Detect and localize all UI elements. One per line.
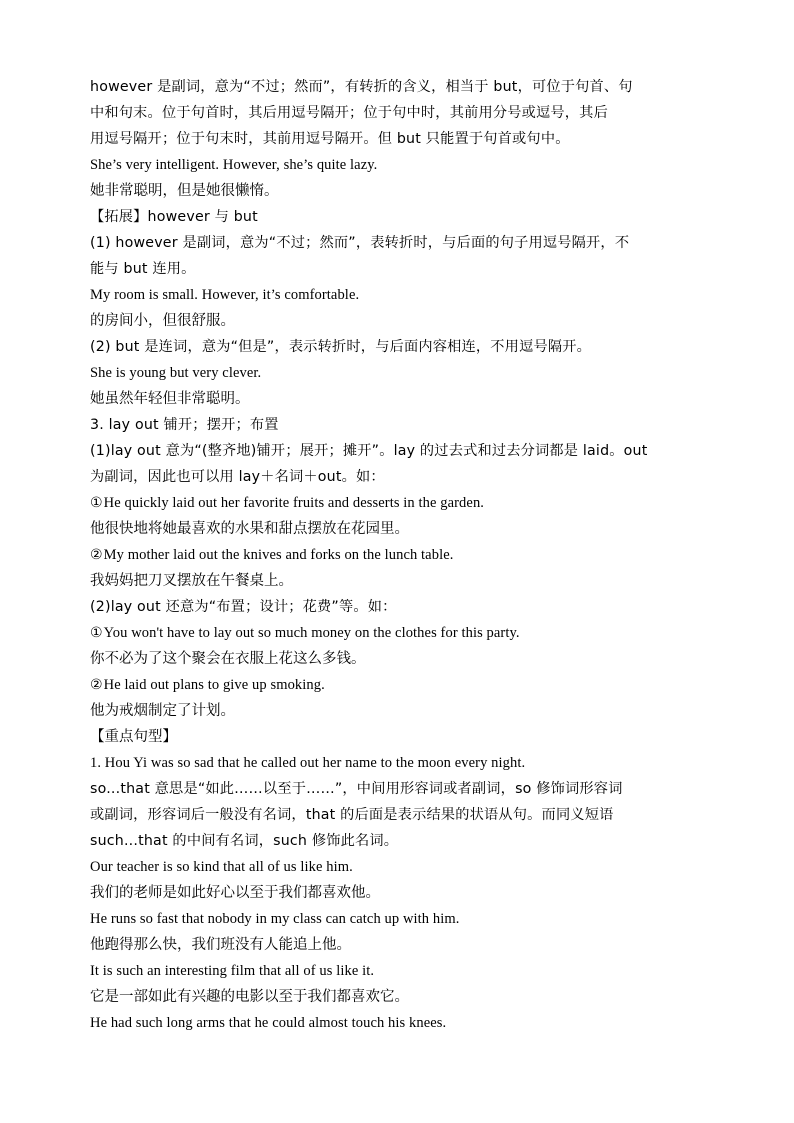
text-line [90, 74, 704, 100]
line-text: 【重点句型】 [90, 729, 177, 745]
text-line [90, 516, 704, 542]
text-line [90, 412, 704, 438]
line-text: (1)lay out 意为“(整齐地)铺开；展开；摊开”。lay 的过去式和过去分词都是 laid。out [90, 443, 648, 459]
line-text: 1. Hou Yi was so sad that he called out her name to the moon every night. [90, 755, 526, 771]
line-text: She’s very intelligent. However, she’s quite lazy. [90, 157, 378, 173]
line-text: 他为戒烟制定了计划。 [90, 703, 235, 719]
text-line [90, 672, 704, 698]
line-text: however 是副词，意为“不过；然而”，有转折的含义，相当于 but，可位于句首、句 [90, 79, 633, 95]
text-line [90, 360, 704, 386]
line-text: It is such an interesting film that all of us like it. [90, 963, 375, 979]
text-line [90, 932, 704, 958]
line-text: She is young but very clever. [90, 365, 262, 381]
line-text: My room is small. However, it’s comfortable. [90, 287, 360, 303]
line-text: 她虽然年轻但非常聪明。 [90, 391, 250, 407]
text-line [90, 698, 704, 724]
text-line [90, 802, 704, 828]
line-text: My mother laid out the knives and forks on the lunch table. [103, 547, 454, 563]
text-line [90, 750, 704, 776]
text-line [90, 490, 704, 516]
text-line [90, 308, 704, 334]
text-line [90, 1010, 704, 1036]
item-number: ① [90, 495, 103, 511]
text-line [90, 204, 704, 230]
text-line [90, 178, 704, 204]
line-text: 的房间小，但很舒服。 [90, 313, 235, 329]
text-line [90, 646, 704, 672]
document-page [90, 74, 704, 1036]
line-text: 我妈妈把刀叉摆放在午餐桌上。 [90, 573, 293, 589]
line-text: (2) but 是连词，意为“但是”，表示转折时，与后面内容相连，不用逗号隔开。 [90, 339, 592, 355]
item-number: ① [90, 625, 103, 641]
line-text: He runs so fast that nobody in my class can catch up with him. [90, 911, 460, 927]
line-text: 你不必为了这个聚会在衣服上花这么多钱。 [90, 651, 366, 667]
text-line [90, 568, 704, 594]
line-text: 或副词，形容词后一般没有名词，that 的后面是表示结果的状语从句。而同义短语 [90, 807, 614, 823]
line-text: He laid out plans to give up smoking. [103, 677, 325, 693]
text-line [90, 438, 704, 464]
line-text: 3. lay out 铺开；摆开；布置 [90, 417, 279, 433]
text-line [90, 386, 704, 412]
line-text: so...that 意思是“如此……以至于……”，中间用形容词或者副词，so 修饰词形容词 [90, 781, 623, 797]
line-text: 他跑得那么快，我们班没有人能追上他。 [90, 937, 351, 953]
text-line [90, 126, 704, 152]
line-text: 为副词，因此也可以用 lay＋名词＋out。如： [90, 469, 385, 485]
line-text: He had such long arms that he could almost touch his knees. [90, 1015, 447, 1031]
line-text: 它是一部如此有兴趣的电影以至于我们都喜欢它。 [90, 989, 409, 1005]
text-line [90, 282, 704, 308]
line-text: 我们的老师是如此好心以至于我们都喜欢他。 [90, 885, 380, 901]
text-line [90, 152, 704, 178]
line-text: 用逗号隔开；位于句末时，其前用逗号隔开。但 but 只能置于句首或句中。 [90, 131, 570, 147]
line-text: Our teacher is so kind that all of us like him. [90, 859, 353, 875]
text-line [90, 906, 704, 932]
line-text: 她非常聪明，但是她很懒惰。 [90, 183, 279, 199]
text-line [90, 334, 704, 360]
item-number: ② [90, 677, 103, 693]
line-text: such...that 的中间有名词，such 修饰此名词。 [90, 833, 399, 849]
text-line [90, 100, 704, 126]
text-line [90, 256, 704, 282]
text-line [90, 828, 704, 854]
line-text: He quickly laid out her favorite fruits and desserts in the garden. [103, 495, 485, 511]
text-line [90, 776, 704, 802]
text-line [90, 230, 704, 256]
text-line [90, 854, 704, 880]
text-line [90, 464, 704, 490]
text-line [90, 724, 704, 750]
text-line [90, 984, 704, 1010]
text-line [90, 880, 704, 906]
text-line [90, 542, 704, 568]
line-text: 中和句末。位于句首时，其后用逗号隔开；位于句中时，其前用分号或逗号，其后 [90, 105, 608, 121]
line-text: 【拓展】however 与 but [90, 209, 258, 225]
line-text: You won't have to lay out so much money on the clothes for this party. [103, 625, 520, 641]
item-number: ② [90, 547, 103, 563]
line-text: 他很快地将她最喜欢的水果和甜点摆放在花园里。 [90, 521, 409, 537]
line-text: 能与 but 连用。 [90, 261, 196, 277]
text-line [90, 594, 704, 620]
text-line [90, 620, 704, 646]
line-text: (1) however 是副词，意为“不过；然而”，表转折时，与后面的句子用逗号隔开，不 [90, 235, 630, 251]
text-line [90, 958, 704, 984]
line-text: (2)lay out 还意为“布置；设计；花费”等。如： [90, 599, 397, 615]
